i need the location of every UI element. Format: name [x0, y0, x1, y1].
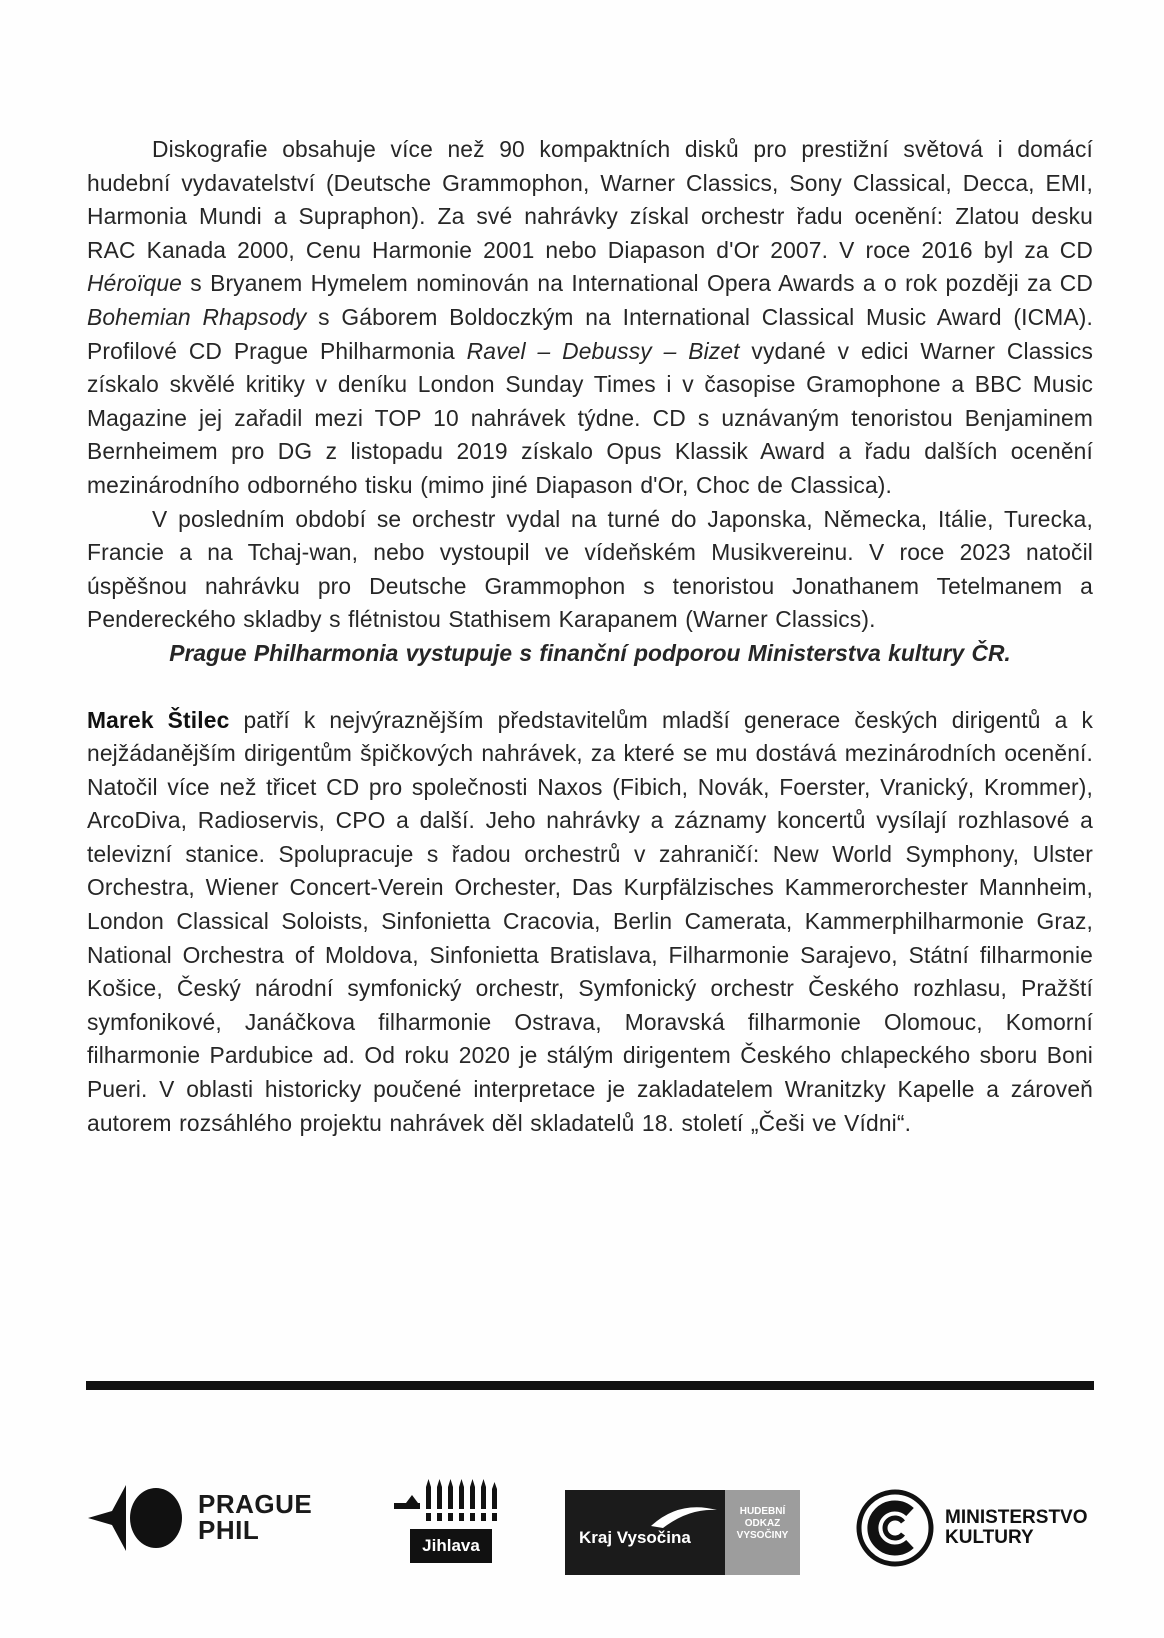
kraj-vysocina-logo	[565, 1490, 800, 1575]
ministerstvo-kultury-logo	[855, 1488, 1095, 1573]
ministry-emblem-icon	[855, 1488, 935, 1568]
jihlava-skyline-icon	[392, 1475, 510, 1523]
jihlava-logo	[392, 1475, 510, 1567]
kraj-swoosh-icon	[649, 1504, 719, 1530]
prague-phil-logo	[86, 1483, 351, 1553]
discography-paragraph: Diskografie obsahuje více než 90 kompaktních disků pro prestižní světová i domácí hudební vydavatelství (Deutsche Grammophon, Warner Classics, Sony Classical, Decca, EMI, Harmonia Mundi a Supraphon). Za své nahrávky získal orchestr řadu ocenění: Zlatou desku RAC Kanada 2000, Cenu Harmonie 2001 nebo Diapason d'Or 2007. V roce 2016 byl za CD Héroïque s Bryanem Hymelem nominován na International Opera Awards a o rok později za CD Bohemian Rhapsody s Gáborem Boldoczkým na International Classical Music Award (ICMA). Profilové CD Prague Philharmonia Ravel – Debussy – Bizet vydané v edici Warner Classics získalo skvělé kritiky v deníku London Sunday Times i v časopise Gramophone a BBC Music Magazine jej zařadil mezi TOP 10 nahrávek týdne. CD s uznávaným tenoristou Benjaminem Bernheimem pro DG z listopadu 2019 získalo Opus Klassik Award a řadu dalších ocenění mezinárodního odborného tisku (mimo jiné Diapason d'Or, Choc de Classica).	[87, 136, 1093, 498]
article-text	[87, 133, 1093, 1140]
ministerstvo-line2: KULTURY	[945, 1527, 1034, 1548]
bio-paragraph: Marek Štilec patří k nejvýraznějším představitelům mladší generace českých dirigentů a k nejžádanějším dirigentům špičkových nahrávek, za které se mu dostává mezinárodních ocenění. Natočil více než třicet CD pro společnosti Naxos (Fibich, Novák, Foerster, Vranický, Krommer), ArcoDiva, Radioservis, CPO a další. Jeho nahrávky a záznamy koncertů vysílají rozhlasové a televizní stanice. Spolupracuje s řadou orchestrů v zahraničí: New World Symphony, Ulster Orchestra, Wiener Concert-Verein Orchester, Das Kurpfälzisches Kammerorchester Mannheim, London Classical Soloists, Sinfonietta Cracovia, Berlin Camerata, Kammerphilharmonie Graz, National Orchestra of Moldova, Sinfonietta Bratislava, Filharmonie Sarajevo, Státní filharmonie Košice, Český národní symfonický orchestr, Symfonický orchestr Českého rozhlasu, Pražští symfonikové, Janáčkova filharmonie Ostrava, Moravská filharmonie Olomouc, Komorní filharmonie Pardubice ad. Od roku 2020 je stálým dirigentem Českého chlapeckého sboru Boni Pueri. V oblasti historicky poučené interpretace je zakladatelem Wranitzky Kapelle a zároveň autorem rozsáhlého projektu nahrávek děl skladatelů 18. století „Češi ve Vídni“.	[87, 706, 1093, 1136]
ministerstvo-line1: MINISTERSTVO	[945, 1507, 1088, 1528]
support-statement: Prague Philharmonia vystupuje s finanční podporou Ministerstva kultury ČR.	[169, 639, 1011, 666]
jihlava-label: Jihlava	[410, 1529, 492, 1563]
prague-phil-line1: PRAGUE	[198, 1489, 313, 1519]
tours-paragraph: V posledním období se orchestr vydal na turné do Japonska, Německa, Itálie, Turecka, Francie a na Tchaj-wan, nebo vystoupil ve vídeňském Musikvereinu. V roce 2023 natočil úspěšnou nahrávku pro Deutsche Grammophon s tenoristou Jonathanem Tetelmanem a Pendereckého skladby s flétnistou Stathisem Karapanem (Warner Classics).	[87, 505, 1093, 633]
divider-rule	[86, 1381, 1094, 1390]
kraj-name: Kraj Vysočina	[579, 1528, 691, 1547]
conductor-name: Marek Štilec	[87, 706, 230, 733]
kraj-side-panel: HUDEBNÍ ODKAZ VYSOČINY	[725, 1490, 800, 1575]
prague-phil-symbol-icon	[86, 1483, 186, 1553]
prague-phil-line2: PHIL	[198, 1515, 260, 1545]
